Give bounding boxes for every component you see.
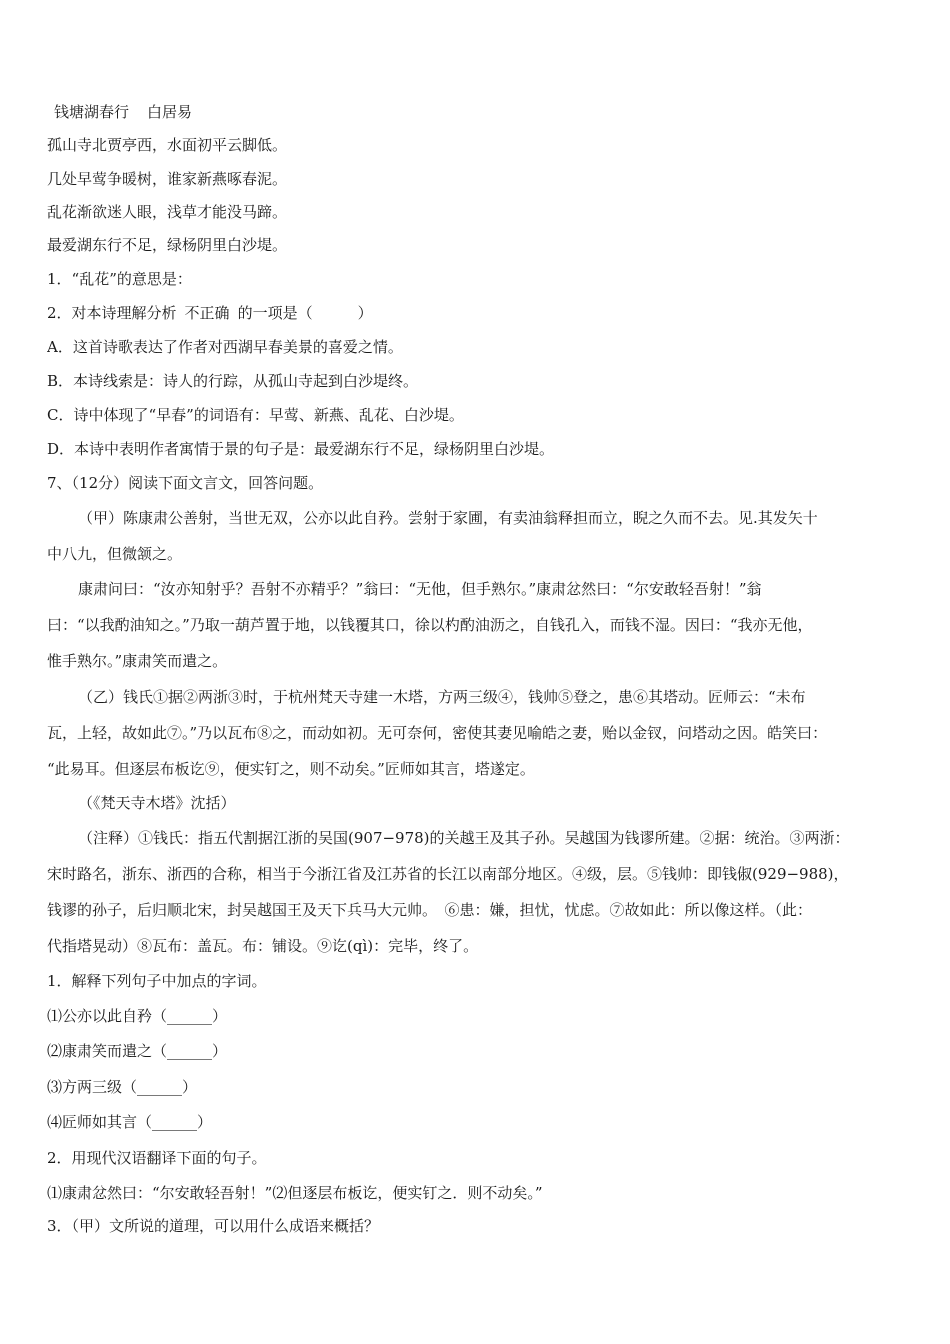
- poem-title: 钱塘湖春行: [54, 103, 130, 121]
- passage-source: （《梵天寺木塔》沈括）: [78, 794, 236, 812]
- notes-line-1: （注释）①钱氏：指五代割据江浙的吴国(907−978)的关越王及其子孙。吴越国为钱谬所建。②据：统治。③两浙：: [78, 829, 850, 847]
- passage-jia-line-1: （甲）陈康肃公善射，当世无双，公亦以此自矜。尝射于家圃，有卖油翁释担而立，睨之久而不去。见.其发矢十: [78, 509, 818, 527]
- poem-question-1: 1．“乱花”的意思是：: [47, 270, 192, 288]
- passage-jia-line-2: 中八九，但微颔之。: [47, 545, 183, 563]
- passage-yi-line-3: “此易耳。但逐层布板讫⑨，便实钉之，则不动矣。”匠师如其言，塔遂定。: [47, 760, 535, 778]
- passage-jia-line-4: 曰：“以我酌油知之。”乃取一葫芦置于地，以钱覆其口，徐以杓酌油沥之，自钱孔入，而钱不湿。因曰：“我亦无他，: [47, 616, 813, 634]
- q7-question-1-item-1: ⑴公亦以此自矜（______）: [47, 1007, 228, 1025]
- passage-yi-line-2: 瓦，上轻，故如此⑦。”乃以瓦布⑧之，而动如初。无可奈何，密使其妻见喻皓之妻，贻以金钗，问塔动之因。皓笑曰：: [47, 724, 828, 742]
- poem-line-1: 孤山寺北贾亭西，水面初平云脚低。: [47, 136, 288, 154]
- poem-question-2-emphasis: 不正确: [184, 304, 230, 322]
- passage-yi-line-1: （乙）钱氏①据②两浙③时，于杭州梵天寺建一木塔，方两三级④，钱帅⑤登之，患⑥其塔动。匠师云：“未布: [78, 688, 806, 706]
- passage-jia-line-5: 惟手熟尔。”康肃笑而遣之。: [47, 652, 228, 670]
- question-7-heading: 7、（12分）阅读下面文言文，回答问题。: [47, 474, 324, 492]
- notes-line-4: 代指塔晃动）⑧瓦布：盖瓦。布：铺设。⑨讫(qì)：完毕，终了。: [47, 937, 479, 955]
- notes-line-3: 钱谬的孙子，后归顺北宋，封吴越国王及天下兵马大元帅。 ⑥患：嫌，担忧，忧虑。⑦故如此：所以像这样。（此：: [47, 901, 813, 919]
- poem-question-2-prefix: 2．对本诗理解分析: [47, 304, 177, 322]
- poem-line-2: 几处早莺争暖树，谁家新燕啄春泥。: [47, 170, 288, 188]
- passage-jia-line-3: 康肃问曰：“汝亦知射乎？吾射不亦精乎？”翁曰：“无他，但手熟尔。”康肃忿然曰：“尔安敢轻吾射！”翁: [78, 580, 762, 598]
- poem-line-3: 乱花渐欲迷人眼，浅草才能没马蹄。: [47, 203, 288, 221]
- option-d: D．本诗中表明作者寓情于景的句子是：最爱湖东行不足，绿杨阴里白沙堤。: [47, 440, 555, 458]
- q7-question-2: 2．用现代汉语翻译下面的句子。: [47, 1149, 267, 1167]
- option-b: B．本诗线索是：诗人的行踪，从孤山寺起到白沙堤终。: [47, 372, 419, 390]
- poem-line-4: 最爱湖东行不足，绿杨阴里白沙堤。: [47, 236, 288, 254]
- poem-question-2-suffix: 的一项是（ ）: [237, 304, 373, 322]
- poem-author: 白居易: [147, 103, 193, 121]
- poem-title-line: [54, 102, 924, 122]
- q7-question-3: 3．（甲）文所说的道理，可以用什么成语来概括？: [47, 1217, 380, 1235]
- q7-question-1-item-3: ⑶方两三级（______）: [47, 1078, 198, 1096]
- q7-question-2-item: ⑴康肃忿然曰：“尔安敢轻吾射！”⑵但逐层布板讫，便实钉之．则不动矣。”: [47, 1184, 543, 1202]
- poem-question-2: [47, 303, 917, 323]
- q7-question-1-item-4: ⑷匠师如其言（______）: [47, 1113, 213, 1131]
- option-a: A．这首诗歌表达了作者对西湖早春美景的喜爱之情。: [47, 338, 403, 356]
- q7-question-1: 1．解释下列句子中加点的字词。: [47, 972, 267, 990]
- option-c: C．诗中体现了“早春”的词语有：早莺、新燕、乱花、白沙堤。: [47, 406, 464, 424]
- notes-line-2: 宋时路名，浙东、浙西的合称，相当于今浙江省及江苏省的长江以南部分地区。④级，层。⑤钱帅：即钱俶(929−988)，: [47, 865, 849, 883]
- q7-question-1-item-2: ⑵康肃笑而遣之（______）: [47, 1042, 228, 1060]
